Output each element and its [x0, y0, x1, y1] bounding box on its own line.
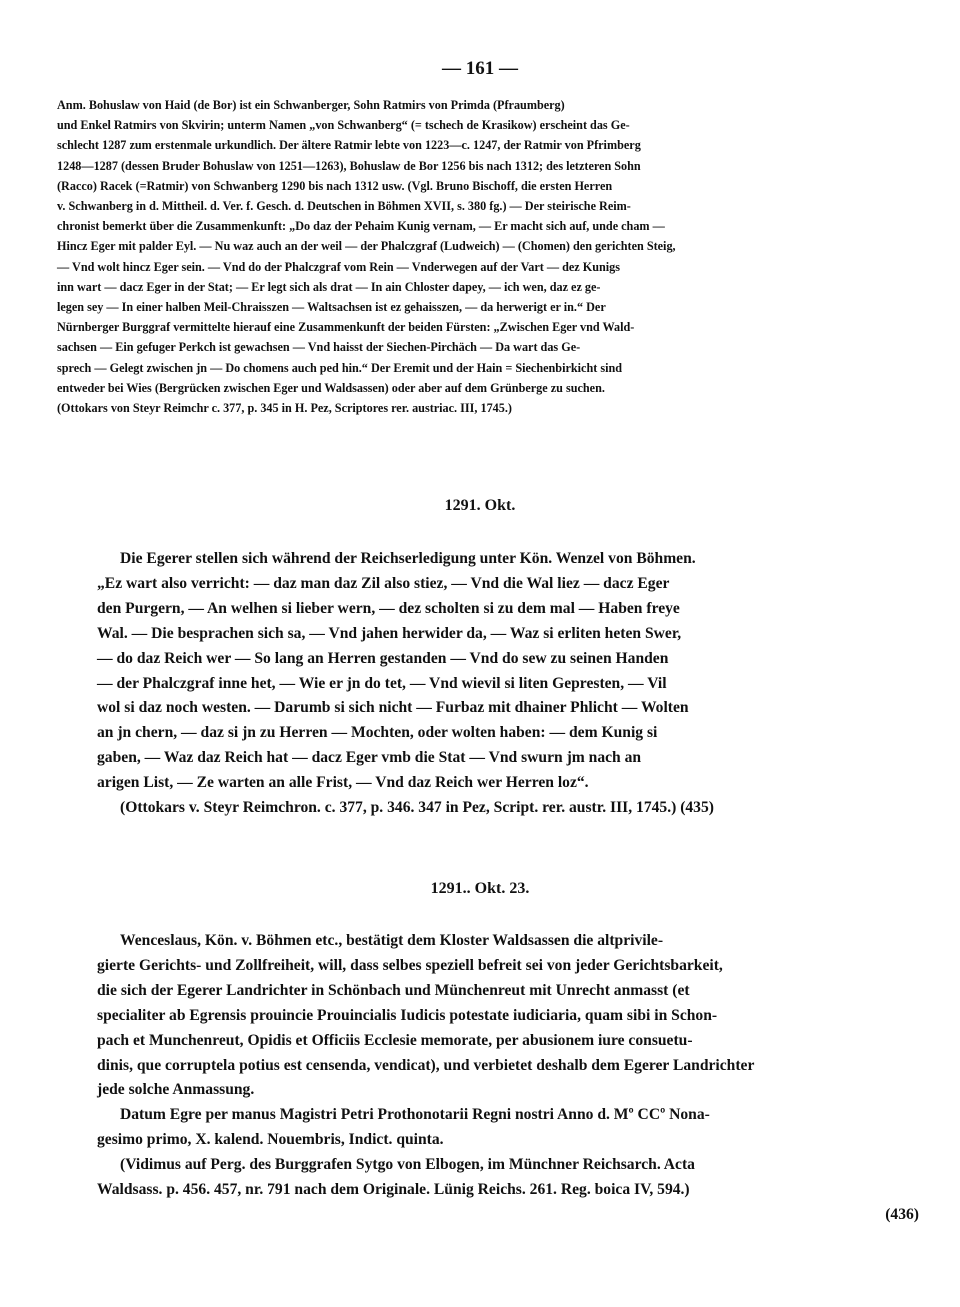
entry-heading-435: 1291. Okt. — [444, 497, 516, 514]
entry-line: „Ez wart also verricht: — daz man daz Zil also stiez, — Vnd die Wal liez — dacz Eger — [97, 574, 670, 592]
footnote-block — [57, 95, 917, 418]
entry-line: wol si daz noch westen. — Darumb si sich nicht — Furbaz mit dhainer Phlicht — Wolten — [97, 699, 689, 717]
entry-line: den Purgern, — An welhen si lieber wern, — dez scholten si zu dem mal — Haben freye — [97, 599, 680, 617]
note-line: und Enkel Ratmirs von Skvirin; unterm Namen „von Schwanberg“ (= tschech de Krasikow) erscheint das Ge- — [57, 118, 630, 133]
note-line: inn wart — dacz Eger in der Stat; — Er legt sich als drat — In ain Chloster dapey, — ich wen, daz ez ge- — [57, 279, 601, 294]
note-line: chronist bemerkt über die Zusammenkunft: „Do daz der Pehaim Kunig vernam, — Er macht sich auf, unde cham — — [57, 219, 665, 234]
entry-source-line: (Ottokars v. Steyr Reimchron. c. 377, p. 346. 347 in Pez, Script. rer. austr. III, 1745.) (435) — [120, 799, 714, 817]
entry-line: specialiter ab Egrensis prouincie Prouincialis Iudicis potestate iudiciaria, quam sibi in Schon- — [97, 1006, 718, 1024]
note-line: v. Schwanberg in d. Mittheil. d. Ver. f. Gesch. d. Deutschen in Böhmen XVII, s. 380 fg.) — Der steirische Reim- — [57, 199, 631, 214]
entry-line: an jn chern, — daz si jn zu Herren — Mochten, oder wolten haben: — dem Kunig si — [97, 724, 658, 742]
note-line: (Ottokars von Steyr Reimchr c. 377, p. 345 in H. Pez, Scriptores rer. austriac. III, 1745.) — [57, 401, 512, 416]
note-line: sachsen — Ein gefuger Perkch ist gewachsen — Vnd haisst der Siechen-Pirchäch — Da wart das Ge- — [57, 340, 581, 355]
note-line: legen sey — In einer halben Meil-Chraisszen — Waltsachsen ist ez gehaisszen, — da herwerigt er in.“ Der — [57, 300, 606, 315]
entry-line: gaben, — Waz daz Reich hat — dacz Eger vmb die Stat — Vnd swurn jm nach an — [97, 749, 642, 767]
entry-line: gierte Gerichts- und Zollfreiheit, will, dass selbes speziell befreit sei von jeder Gerichtsbarkeit, — [97, 956, 723, 974]
entry-line: gesimo primo, X. kalend. Nouembris, Indict. quinta. — [97, 1131, 444, 1149]
entry-line: Datum Egre per manus Magistri Petri Prothonotarii Regni nostri Anno d. Mº CCº Nona- — [120, 1106, 710, 1124]
entry-text-436 — [97, 929, 919, 1228]
note-line: schlecht 1287 zum erstenmale urkundlich. Der ältere Ratmir lebte von 1223—c. 1247, der Ratmir von Pfrimberg — [57, 138, 641, 153]
entry-line: Wenceslaus, Kön. v. Böhmen etc., bestätigt dem Kloster Waldsassen die altprivile- — [120, 932, 664, 949]
entry-number: (436) — [885, 1205, 919, 1223]
note-line: entweder bei Wies (Bergrücken zwischen Eger und Waldsassen) oder aber auf dem Grünberge zu suchen. — [57, 380, 605, 395]
entry-source-line: Waldsass. p. 456. 457, nr. 791 nach dem Originale. Lünig Reichs. 261. Reg. boica IV, 594.) — [97, 1181, 690, 1199]
entry-line: jede solche Anmassung. — [97, 1081, 255, 1099]
note-line: (Racco) Racek (=Ratmir) von Schwanberg 1290 bis nach 1312 usw. (Vgl. Bruno Bischoff, die ersten Herren — [57, 178, 613, 193]
entry-line: — do daz Reich wer — So lang an Herren gestanden — Vnd do sew zu seinen Handen — [97, 649, 669, 667]
entry-line: — der Phalczgraf inne het, — Wie er jn do tet, — Vnd wievil si liten Gepresten, — Vil — [97, 674, 667, 692]
page-number: — 161 — — [442, 58, 518, 79]
entry-text-435 — [97, 547, 919, 821]
entry-source-line: (Vidimus auf Perg. des Burggrafen Sytgo von Elbogen, im Münchner Reichsarch. Acta — [120, 1156, 695, 1174]
entry-line: arigen List, — Ze warten an alle Frist, — Vnd daz Reich wer Herren loz“. — [97, 774, 589, 792]
entry-heading-436: 1291.. Okt. 23. — [430, 880, 530, 897]
note-line: Nürnberger Burggraf vermittelte hierauf eine Zusammenkunft der beiden Fürsten: „Zwischen Eger vnd Wald- — [57, 320, 635, 335]
note-line: sprech — Gelegt zwischen jn — Do chomens auch ped hin.“ Der Eremit und der Hain = Siechenbirkicht sind — [57, 360, 623, 375]
note-line: 1248—1287 (dessen Bruder Bohuslaw von 1251—1263), Bohuslaw de Bor 1256 bis nach 1312; des letzteren Sohn — [57, 158, 641, 173]
entry-line: Die Egerer stellen sich während der Reichserledigung unter Kön. Wenzel von Böhmen. — [120, 550, 696, 567]
entry-line: die sich der Egerer Landrichter in Schönbach und Münchenreut mit Unrecht anmasst (et — [97, 981, 690, 999]
entry-line: Wal. — Die besprachen sich sa, — Vnd jahen herwider da, — Waz si erliten heten Swer, — [97, 624, 682, 642]
entry-line: pach et Munchenreut, Opidis et Officiis Ecclesie memorate, per abusionem iure consuetu- — [97, 1031, 693, 1049]
entry-line: dinis, que corruptela potius est censenda, vendicat), und verbietet deshalb dem Egerer Landrichter — [97, 1056, 755, 1074]
note-line: Hincz Eger mit palder Eyl. — Nu waz auch an der weil — der Phalczgraf (Ludweich) — (Chomen) den gerichten Steig, — [57, 239, 676, 254]
note-line: — Vnd wolt hincz Eger sein. — Vnd do der Phalczgraf vom Rein — Vnderwegen auf der Vart — dez Kunigs — [57, 259, 621, 274]
note-line: Anm. Bohuslaw von Haid (de Bor) ist ein Schwanberger, Sohn Ratmirs von Primda (Pfraumberg) — [57, 98, 565, 112]
